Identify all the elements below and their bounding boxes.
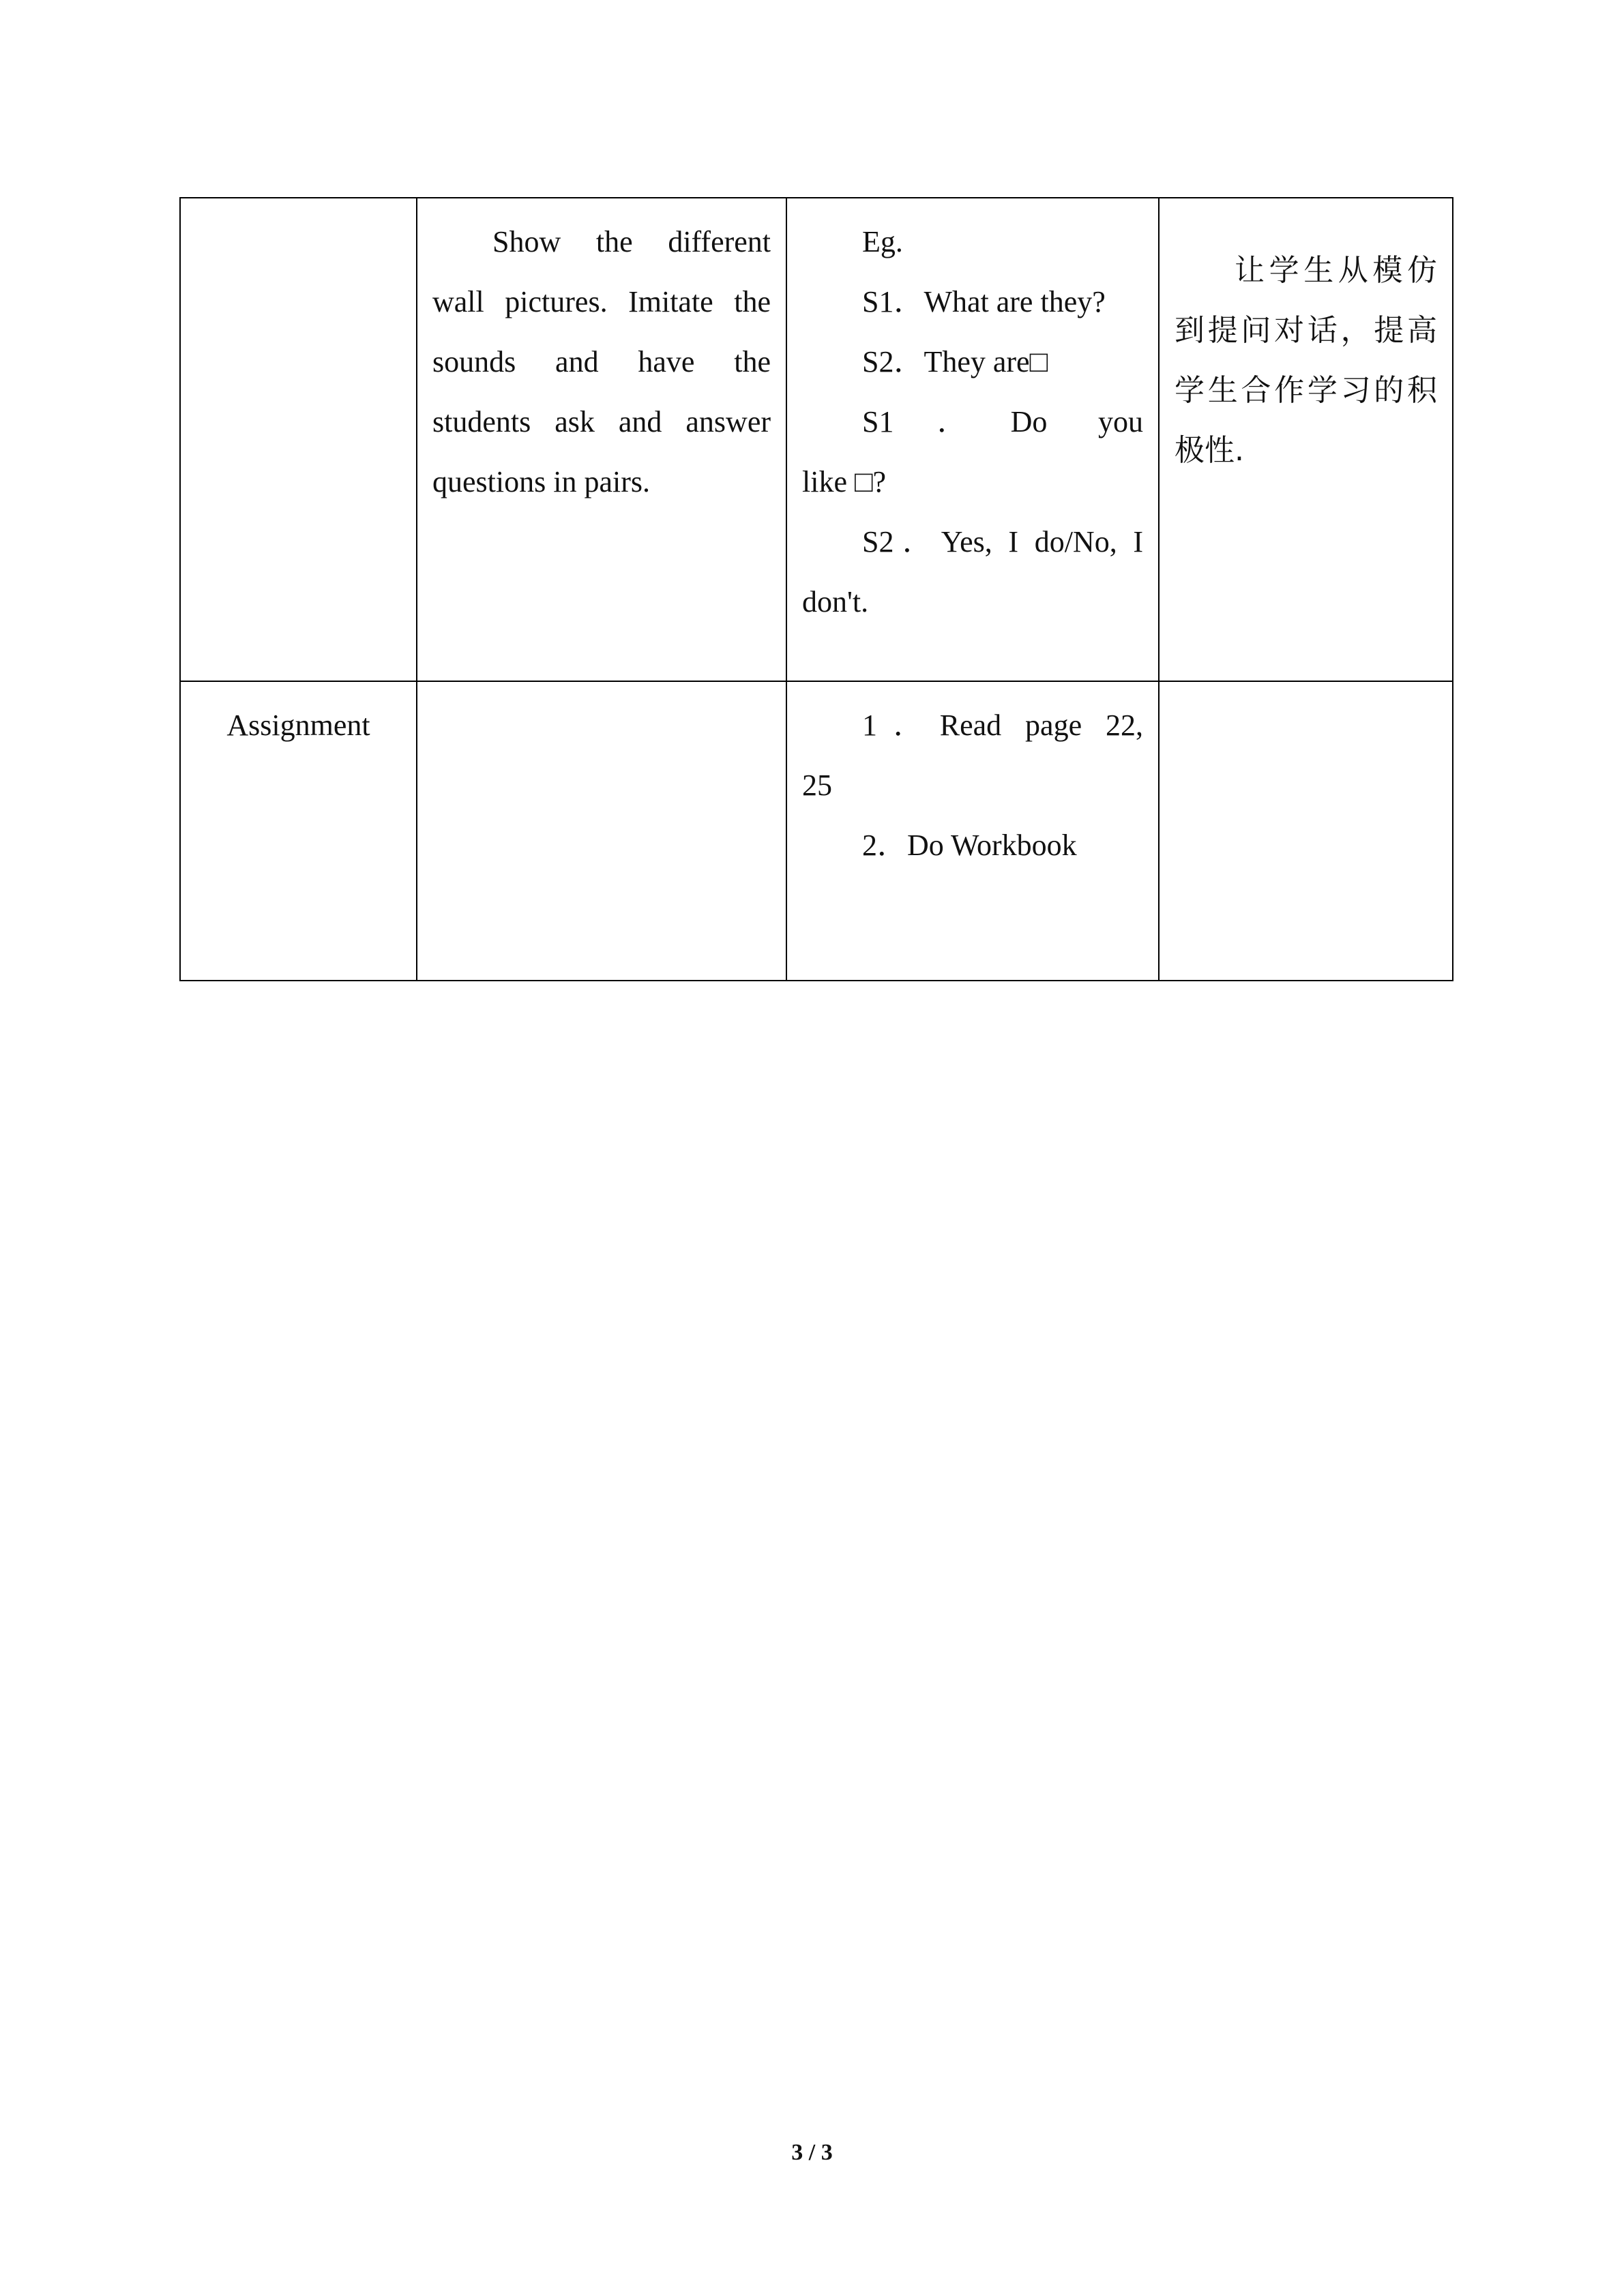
dialogue-line: don't. xyxy=(802,585,869,618)
dialogue-line: S2．Yes, I do/No, I xyxy=(862,525,1143,558)
page-number: 3 / 3 xyxy=(791,2140,833,2165)
row1-teacher-activity-text: Show the different wall pictures. Imitate the sounds and have the students ask and answer questions in pairs. xyxy=(432,225,771,498)
assignment-label: Assignment xyxy=(226,709,370,742)
row1-stage-cell xyxy=(180,198,417,681)
assignment-line: 1．Read page 22, xyxy=(862,709,1143,742)
dialogue-line: like □? xyxy=(802,465,887,498)
table-row xyxy=(180,681,1453,981)
row1-purpose-text: 让学生从模仿到提问对话，提高学生合作学习的积极性. xyxy=(1175,253,1437,468)
table-row xyxy=(180,198,1453,681)
row1-purpose-cell xyxy=(1159,198,1453,681)
row1-stage-text xyxy=(181,198,416,212)
dialogue-line: Eg. xyxy=(862,225,903,258)
dialogue-line: S1．What are they? xyxy=(862,285,1106,318)
row1-student-activity-cell xyxy=(786,198,1159,681)
assignment-line: 2．Do Workbook xyxy=(862,829,1077,862)
dialogue-line: S1．Do you xyxy=(862,405,1143,438)
row2-teacher-activity-cell xyxy=(417,681,786,981)
lesson-plan-table xyxy=(179,197,1453,981)
row2-purpose-cell xyxy=(1159,681,1453,981)
row1-teacher-activity-cell xyxy=(417,198,786,681)
assignment-line: 25 xyxy=(802,769,832,802)
row2-student-activity-cell xyxy=(786,681,1159,981)
row2-stage-cell xyxy=(180,681,417,981)
row2-purpose-text xyxy=(1160,682,1452,696)
dialogue-line: S2．They are□ xyxy=(862,345,1048,378)
row2-teacher-activity-text xyxy=(417,682,786,696)
